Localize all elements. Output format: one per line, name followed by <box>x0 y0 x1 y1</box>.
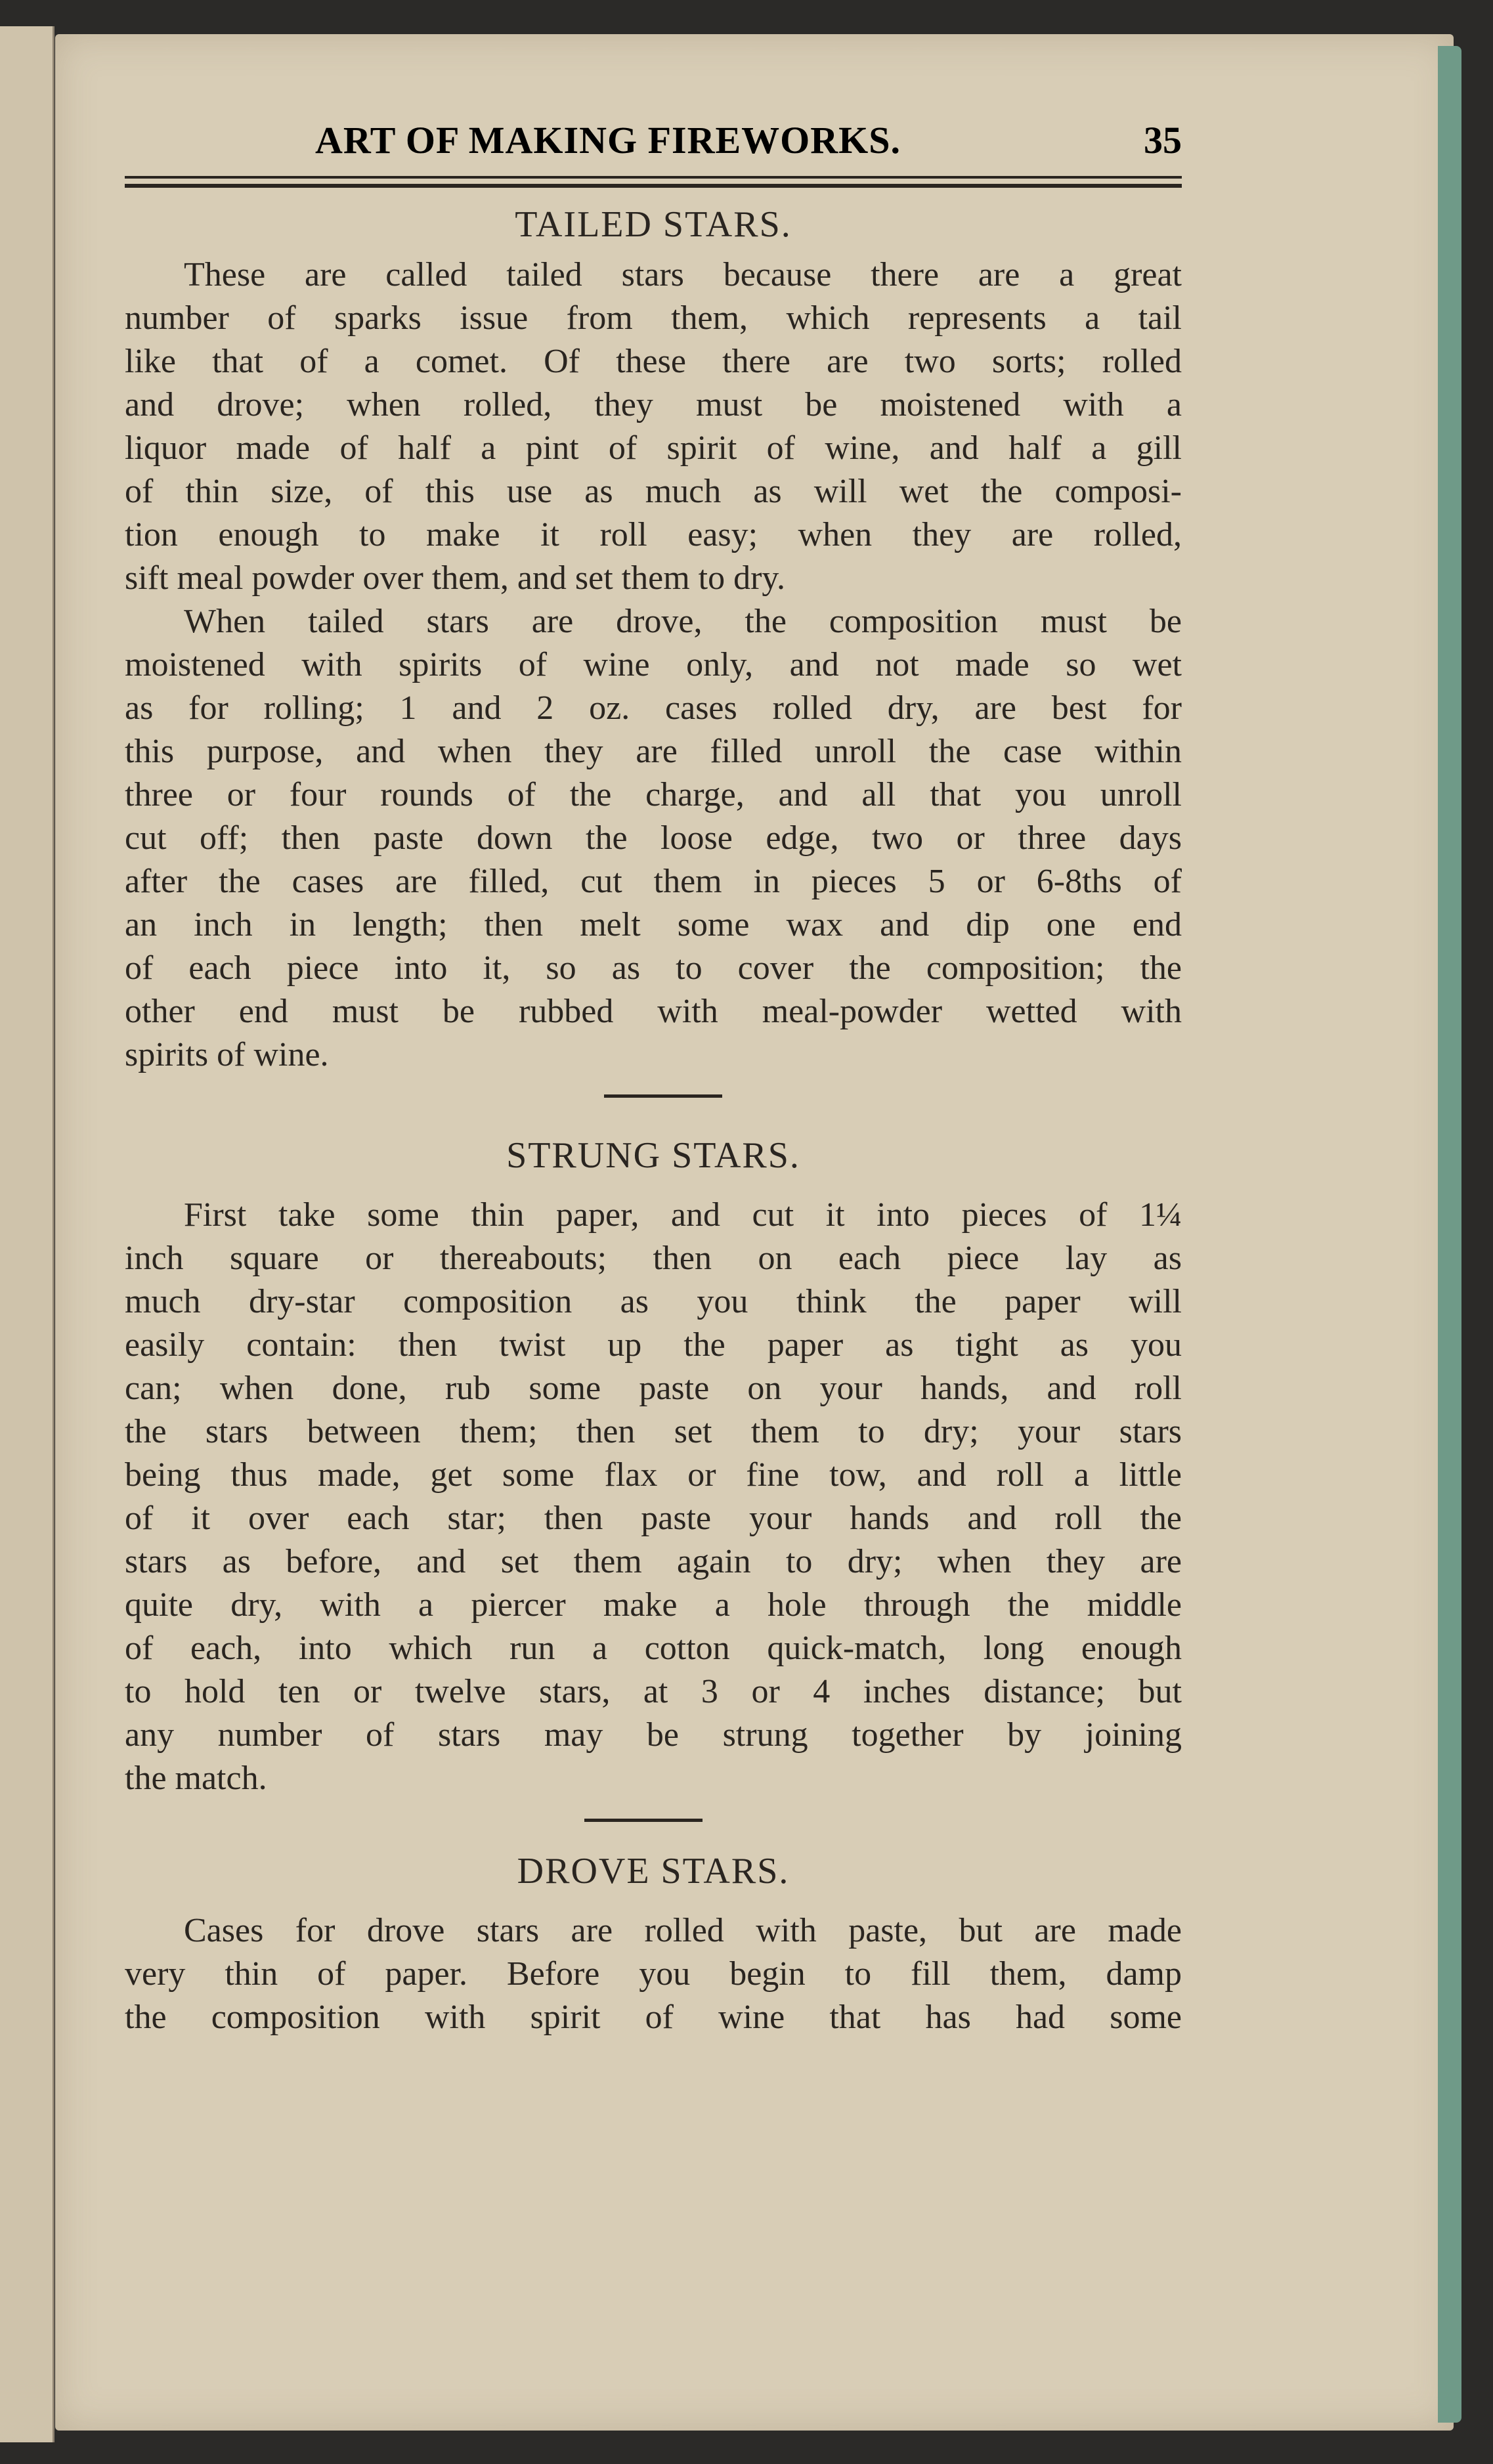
text-line: this purpose, and when they are filled unroll the case within <box>125 733 1182 770</box>
header-double-rule <box>125 176 1182 188</box>
running-header <box>125 118 1182 171</box>
text-line: of each, into which run a cotton quick-match, long enough <box>125 1630 1182 1667</box>
facing-page-edge <box>0 26 54 2442</box>
text-line: of thin size, of this use as much as will wet the composi- <box>125 473 1182 510</box>
section-body-strung-stars <box>125 1194 1182 1800</box>
section-body-drove-stars <box>125 1909 1182 2039</box>
text-line: of each piece into it, so as to cover the composition; the <box>125 949 1182 987</box>
section-heading-tailed-stars: TAILED STARS. <box>515 204 792 245</box>
text-line: to hold ten or twelve stars, at 3 or 4 inches distance; but <box>125 1673 1182 1710</box>
text-line: inch square or thereabouts; then on each piece lay as <box>125 1240 1182 1277</box>
text-line: stars as before, and set them again to dry; when they are <box>125 1543 1182 1580</box>
text-line: an inch in length; then melt some wax and dip one end <box>125 906 1182 943</box>
text-line: and drove; when rolled, they must be moistened with a <box>125 386 1182 423</box>
text-line: the composition with spirit of wine that has had some <box>125 1999 1182 2036</box>
text-line: can; when done, rub some paste on your hands, and roll <box>125 1370 1182 1407</box>
text-line: number of sparks issue from them, which represents a tail <box>125 299 1182 337</box>
text-line: spirits of wine. <box>125 1036 329 1073</box>
text-line: Cases for drove stars are rolled with paste, but are made <box>184 1912 1182 1949</box>
text-line: very thin of paper. Before you begin to fill them, damp <box>125 1955 1182 1993</box>
text-line: like that of a comet. Of these there are two sorts; rolled <box>125 343 1182 380</box>
text-line: the stars between them; then set them to dry; your stars <box>125 1413 1182 1450</box>
text-line: First take some thin paper, and cut it into pieces of 1¼ <box>184 1196 1182 1234</box>
text-line: of it over each star; then paste your hands and roll the <box>125 1500 1182 1537</box>
running-title: ART OF MAKING FIREWORKS. <box>315 119 901 162</box>
text-line: sift meal powder over them, and set them to dry. <box>125 559 786 597</box>
page-number: 35 <box>1144 119 1182 162</box>
text-line: moistened with spirits of wine only, and not made so wet <box>125 646 1182 683</box>
text-line: the match. <box>125 1760 267 1797</box>
text-line: being thus made, get some flax or fine tow, and roll a little <box>125 1456 1182 1494</box>
text-line: quite dry, with a piercer make a hole through the middle <box>125 1586 1182 1624</box>
section-body-tailed-stars <box>125 253 1182 1077</box>
section-divider <box>584 1819 703 1822</box>
section-divider <box>604 1094 722 1098</box>
section-heading-drove-stars: DROVE STARS. <box>517 1851 790 1891</box>
text-line: easily contain: then twist up the paper as tight as you <box>125 1326 1182 1364</box>
text-line: liquor made of half a pint of spirit of wine, and half a gill <box>125 429 1182 467</box>
text-line: as for rolling; 1 and 2 oz. cases rolled dry, are best for <box>125 689 1182 727</box>
text-line: When tailed stars are drove, the composition must be <box>184 603 1182 640</box>
text-line: much dry-star composition as you think the paper will <box>125 1283 1182 1320</box>
text-line: after the cases are filled, cut them in pieces 5 or 6-8ths of <box>125 863 1182 900</box>
text-line: three or four rounds of the charge, and all that you unroll <box>125 776 1182 813</box>
text-line: other end must be rubbed with meal-powder wetted with <box>125 993 1182 1030</box>
text-line: tion enough to make it roll easy; when they are rolled, <box>125 516 1182 553</box>
text-line: These are called tailed stars because there are a great <box>184 256 1182 293</box>
text-line: any number of stars may be strung together by joining <box>125 1716 1182 1754</box>
cover-edge <box>1438 46 1461 2423</box>
text-line: cut off; then paste down the loose edge, two or three days <box>125 819 1182 857</box>
section-heading-strung-stars: STRUNG STARS. <box>506 1135 800 1176</box>
